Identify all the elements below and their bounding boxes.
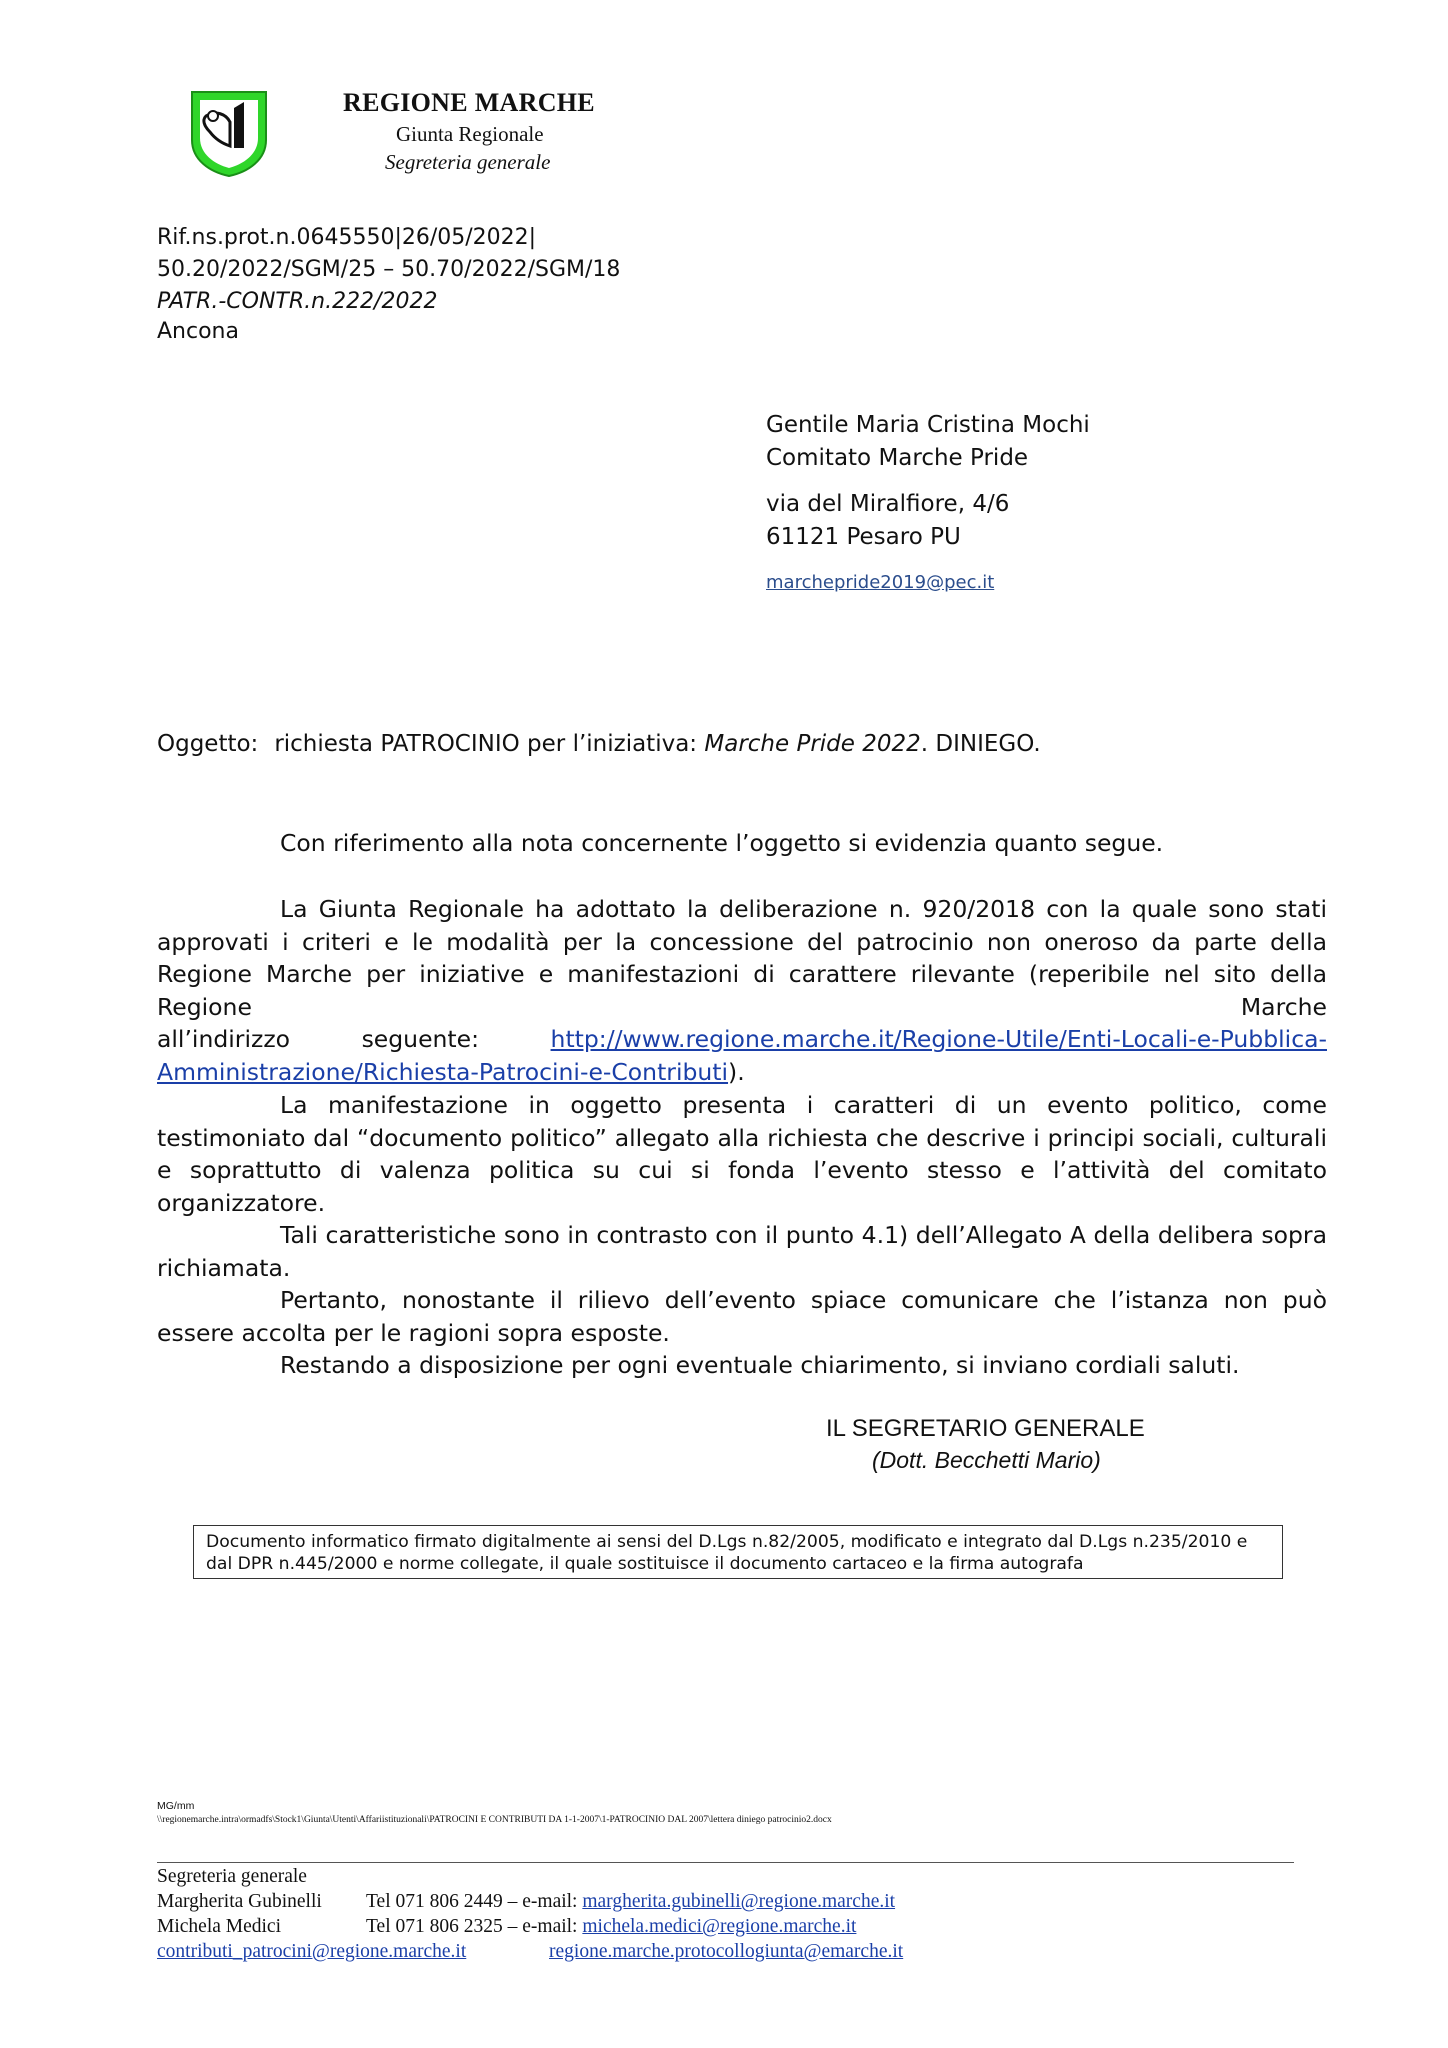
org-department: Segreteria generale xyxy=(385,150,551,174)
paragraph-denial: Pertanto, nonostante il rilievo dell’evento spiace comunicare che l’istanza non può essere accolta per le ragioni sopra esposte. xyxy=(157,1286,1327,1347)
signature-title: IL SEGRETARIO GENERALE xyxy=(826,1415,1145,1442)
regione-url-link-cont[interactable]: Amministrazione/Richiesta-Patrocini-e-Contributi xyxy=(157,1057,729,1086)
digital-signature-notice: Documento informatico firmato digitalmente ai sensi del D.Lgs n.82/2005, modificato e integrato dal D.Lgs n.235/2010 e dal DPR n.445/2000 e norme collegate, il quale sostituisce il documento cartaceo e la firma autografa xyxy=(193,1525,1283,1579)
regione-marche-logo xyxy=(186,86,272,178)
recipient-email-link[interactable]: marchepride2019@pec.it xyxy=(766,572,995,593)
footer-divider xyxy=(157,1862,1294,1863)
subject-event: Marche Pride 2022 xyxy=(704,731,921,757)
org-name: REGIONE MARCHE xyxy=(343,88,595,117)
subject-label: Oggetto: xyxy=(157,731,259,757)
footer-office: Segreteria generale xyxy=(157,1866,307,1887)
paragraph-reasons: La manifestazione in oggetto presenta i caratteri di un evento politico, come testimoniato dal “documento politico” allegato alla richiesta che descrive i principi sociali, culturali e soprattutto di valenza politica su cui si fonda l’evento stesso e l’attività del comitato organizzatore. Tali caratteristiche sono in contrasto con il punto 4.1) dell’Allegato A della delibera sopra richiamata. Pertanto, nonostante il rilievo dell’evento spiace comunicare che l’istanza non può essere accolta per le ragioni sopra esposte. Restando a disposizione per ogni eventuale chiarimento, si inviano cordiali saluti. xyxy=(157,1091,1327,1379)
contact1-line: Tel 071 806 2449 – e-mail: margherita.gubinelli@regione.marche.it xyxy=(366,1891,896,1912)
paragraph-intro: Con riferimento alla nota concernente l’oggetto si evidenzia quanto segue. xyxy=(280,829,1164,857)
org-subtitle: Giunta Regionale xyxy=(396,122,544,146)
patronage-reference: PATR.-CONTR.n.222/2022 xyxy=(157,289,438,314)
subject-outcome: . DINIEGO. xyxy=(920,731,1041,757)
file-path: \\regionemarche.intra\ormadfs\Stock1\Giunta\Utenti\Affariistituzionali\PATROCINI E CONTRIBUTI DA 1-1-2007\1-PATROCINIO DAL 2007\lettera diniego patrocinio2.docx xyxy=(157,1815,832,1825)
paragraph-closing: Restando a disposizione per ogni eventuale chiarimento, si inviano cordiali saluti. xyxy=(280,1351,1240,1379)
contact2-email-link[interactable]: michela.medici@regione.marche.it xyxy=(582,1916,857,1937)
paragraph-contrast: Tali caratteristiche sono in contrasto con il punto 4.1) dell’Allegato A della delibera sopra richiamata. xyxy=(157,1221,1327,1282)
author-initials: MG/mm xyxy=(157,1800,195,1812)
patrocini-email-link[interactable]: contributi_patrocini@regione.marche.it xyxy=(157,1941,467,1962)
recipient-street: via del Miralfiore, 4/6 xyxy=(766,491,1010,517)
subject-line xyxy=(157,731,1041,757)
contact2-name: Michela Medici xyxy=(157,1916,281,1937)
contact2-line: Tel 071 806 2325 – e-mail: michela.medici@regione.marche.it xyxy=(366,1916,857,1937)
protocol-reference: Rif.ns.prot.n.0645550|26/05/2022| xyxy=(157,225,537,250)
recipient-name: Gentile Maria Cristina Mochi xyxy=(766,412,1090,438)
contact1-name: Margherita Gubinelli xyxy=(157,1891,322,1912)
protocollo-email-link[interactable]: regione.marche.protocollogiunta@emarche.it xyxy=(549,1941,904,1962)
paragraph-deliberation: La Giunta Regionale ha adottato la deliberazione n. 920/2018 con la quale sono stati approvati i criteri e le modalità per la concessione del patrocinio non oneroso da parte della Regione Marche per iniziative e manifestazioni di carattere rilevante (reperibile nel sito della Regione Marche all’indirizzo seguente: http://www.regione.marche.it/Regione-Utile/Enti-Locali-e-Pubblica- Amministrazione/Richiesta-Patrocini-e-Contributi). xyxy=(157,895,1327,1086)
contact1-email-link[interactable]: margherita.gubinelli@regione.marche.it xyxy=(582,1891,896,1912)
file-reference: 50.20/2022/SGM/25 – 50.70/2022/SGM/18 xyxy=(157,257,621,282)
place: Ancona xyxy=(157,319,239,344)
address-line: all’indirizzo seguente: http://www.regione.marche.it/Regione-Utile/Enti-Locali-e-Pubblica- xyxy=(157,1023,1327,1056)
subject-text: richiesta PATROCINIO per l’iniziativa: xyxy=(274,731,705,757)
recipient-organization: Comitato Marche Pride xyxy=(766,445,1029,471)
signature-name: (Dott. Becchetti Mario) xyxy=(872,1447,1101,1473)
recipient-city: 61121 Pesaro PU xyxy=(766,524,961,550)
regione-url-link[interactable]: http://www.regione.marche.it/Regione-Utile/Enti-Locali-e-Pubblica- xyxy=(550,1025,1327,1053)
